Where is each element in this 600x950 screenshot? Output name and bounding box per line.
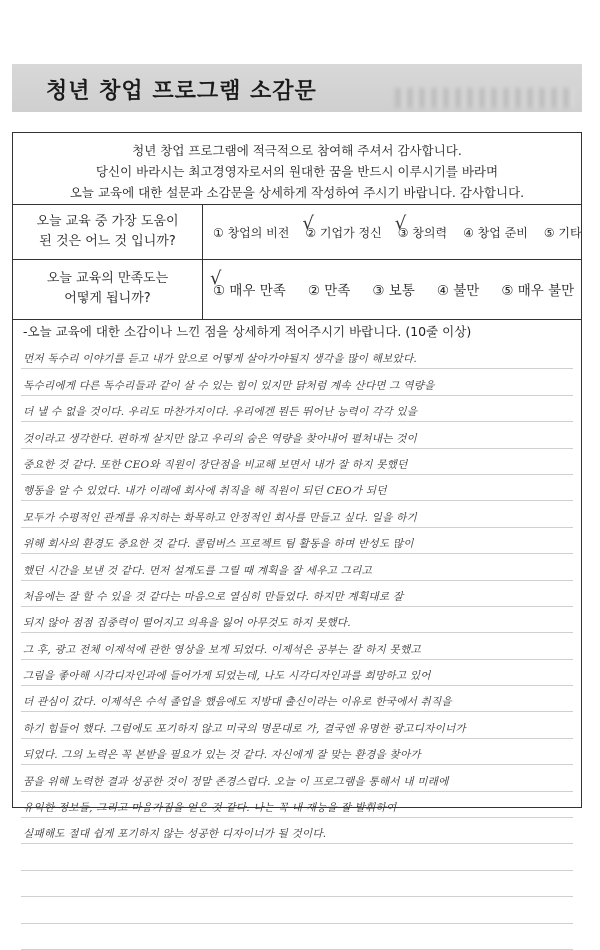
essay-line [21,554,573,580]
option-very-satisfied[interactable]: √ ① 매우 만족 [210,268,286,299]
handwritten-text: 되었다. 그의 노력은 꼭 본받을 필요가 있는 것 같다. 자신에게 잘 맞는 환경을 찾아가 [23,749,421,762]
essay-line [21,633,573,659]
option-satisfied[interactable]: ② 만족 [307,283,351,299]
option-preparation[interactable]: ④ 창업 준비 [463,225,528,240]
option-dissatisfied[interactable]: ④ 불만 [436,283,480,299]
essay-line [21,501,573,527]
question-row-satisfaction [13,259,581,320]
handwritten-text: 것이라고 생각한다. 편하게 살지만 않고 우리의 숨은 역량을 찾아내어 펼쳐내는 것이 [23,432,417,445]
option-very-dissatisfied[interactable]: ⑤ 매우 불만 [501,283,575,299]
option-neutral[interactable]: ③ 보통 [372,283,415,299]
handwritten-text: 꿈을 위해 노력한 결과 성공한 것이 정말 존경스럽다. 오늘 이 프로그램을 통해서 내 미래에 [23,775,449,788]
essay-line [21,765,573,791]
check-mark-icon: √ [394,212,407,234]
question-label: 오늘 교육 중 가장 도움이 된 것은 어느 것 입니까? [13,205,203,259]
handwritten-text: 그 후, 광고 전체 이제석에 관한 영상을 보게 되었다. 이제석은 공부는 잘 하지 못했고 [23,643,421,656]
question-label: 오늘 교육의 만족도는 어떻게 됩니까? [13,259,203,319]
essay-line [21,396,573,422]
essay-line [21,897,573,923]
essay-line [21,422,573,448]
essay-line [21,871,573,897]
survey-form [12,132,582,841]
page-title: 청년 창업 프로그램 소감문 [46,79,317,104]
option-other[interactable]: ⑤ 기타 [543,225,582,240]
handwritten-text: 되지 않아 점점 집중력이 떨어지고 의욕을 잃어 아무것도 하지 못했다. [23,617,351,630]
handwritten-text: 행동을 알 수 있었다. 내가 이래에 회사에 취직을 해 직원이 되던 CEO가 되던 [23,485,387,498]
handwritten-text: 독수리에게 다른 독수리들과 같이 살 수 있는 힘이 있지만 닭처럼 계속 산다면 그 역량을 [23,379,435,392]
intro-text [13,133,581,205]
essay-lines [21,343,573,950]
option-vision[interactable]: ① 창업의 비전 [213,225,290,240]
essay-line [21,607,573,633]
handwritten-text: 더 낼 수 없을 것이다. 우리도 마찬가지이다. 우리에겐 뭔든 뛰어난 능력이 각각 있을 [23,406,418,419]
handwritten-text: 위해 회사의 환경도 중요한 것 같다. 콜럼버스 프로젝트 팀 활동을 하며 반성도 많이 [23,538,414,551]
essay-line [21,739,573,765]
question-row-helpful [13,205,581,260]
redacted-name [395,88,575,108]
essay-line [21,528,573,554]
handwritten-text: 먼저 독수리 이야기를 듣고 내가 앞으로 어떻게 살아가야될지 생각을 많이 해보았다. [23,353,417,366]
handwritten-text: 모두가 수평적인 관계를 유지하는 화목하고 안정적인 회사를 만들고 싶다. 일을 하기 [23,511,417,524]
check-mark-icon: √ [210,268,222,289]
handwritten-text: 유익한 정보들, 그리고 마음가짐을 얻은 것 같다. 나는 꼭 내 재능을 잘 발휘하여 [23,802,397,815]
essay-line [21,449,573,475]
essay-line [21,343,573,369]
option-creativity[interactable]: √ ③ 창의력 [394,212,448,240]
handwritten-text: 그림을 좋아해 시각디자인과에 들어가게 되었는데, 나도 시각디자인과를 희망하고 있어 [23,670,431,683]
essay-line [21,369,573,395]
handwritten-text: 중요한 것 같다. 또한 CEO와 직원이 장단점을 비교해 보면서 내가 잘 하지 못했던 [23,458,408,471]
options-helpful [213,205,581,259]
essay-line [21,712,573,738]
essay-prompt: -오늘 교육에 대한 소감이나 느낀 점을 상세하게 적어주시기 바랍니다. (10줄 이상) [23,324,472,339]
check-mark-icon: √ [302,212,314,234]
intro-line: 당신이 바라시는 최고경영자로서의 원대한 꿈을 반드시 이루시기를 바라며 [95,164,499,179]
essay-line [21,924,573,950]
option-entrepreneurship[interactable]: √ ② 기업가 정신 [302,212,382,240]
handwritten-text: 하기 힘들어 했다. 그럼에도 포기하지 않고 미국의 명문대로 가, 결국엔 유명한 광고디자이너가 [23,722,466,735]
handwritten-text: 더 관심이 갔다. 이제석은 수석 졸업을 했음에도 지방대 출신이라는 이유로 한국에서 취직을 [23,696,452,709]
intro-line: 청년 창업 프로그램에 적극적으로 참여해 주셔서 감사합니다. [132,143,462,158]
intro-line: 오늘 교육에 대한 설문과 소감문을 상세하게 작성하여 주시기 바랍니다. 감사합니다. [69,185,525,200]
essay-line [21,792,573,818]
essay-line [21,475,573,501]
essay-line [21,660,573,686]
essay-line [21,686,573,712]
essay-line [21,818,573,844]
handwritten-text: 처음에는 잘 할 수 있을 것 같다는 마음으로 열심히 만들었다. 하지만 계획대로 잘 [23,590,404,603]
essay-line [21,844,573,870]
essay-line [21,581,573,607]
handwritten-text: 했던 시간을 보낸 것 같다. 먼저 설계도를 그릴 때 계획을 잘 세우고 그리고 [23,564,372,577]
handwritten-text: 실패해도 절대 쉽게 포기하지 않는 성공한 디자이너가 될 것이다. [23,828,327,841]
options-satisfaction [210,259,581,319]
